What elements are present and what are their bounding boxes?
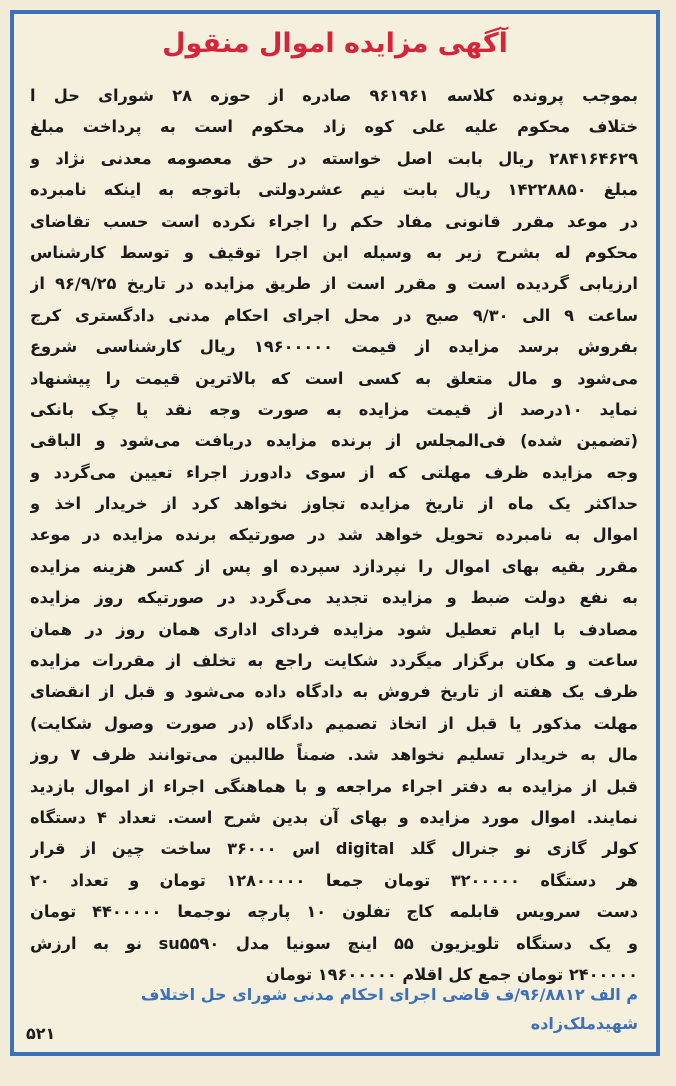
notice-line: مال به خریدار تسلیم نخواهد شد. ضمناً طالبین می‌توانند ظرف ۷ روز [30, 745, 638, 765]
notice-line: حداکثر یک ماه از تاریخ مزایده تجاوز نخواهد کرد از خریدار اخذ و [30, 494, 638, 514]
notice-title: آگهی مزایده اموال منقول [162, 28, 508, 59]
notice-line: در موعد مقرر قانونی مفاد حکم را اجراء نکرده است حسب تقاضای [30, 211, 638, 231]
notice-line: ظرف یک هفته از تاریخ فروش به دادگاه داده می‌شود و قبل از انقضای [30, 682, 638, 702]
notice-frame [10, 10, 660, 1056]
notice-line: قبل از مزایده به دفتر اجراء مراجعه و با هماهنگی اجراء از اموال بازدید [30, 776, 638, 796]
notice-line: بموجب پرونده کلاسه ۹۶۱۹۶۱ صادره از حوزه ۲۸ شورای حل ا [30, 86, 638, 105]
notice-line: مهلت مذکور یا قبل از اتخاذ تصمیم دادگاه (در صورت وصول شکایت) [30, 713, 638, 733]
notice-line: اموال به نامبرده تحویل خواهد شد در صورتیکه برنده مزایده در موعد [30, 525, 638, 545]
notice-line: محکوم له بشرح زیر به وسیله این اجرا توقیف و توسط کارشناس [30, 242, 638, 262]
notice-line: نمایند. اموال مورد مزایده و بهای آن بدین شرح است. تعداد ۴ دستگاه [30, 807, 638, 827]
notice-line: (تضمین شده) فی‌المجلس از برنده مزایده دریافت می‌شود و الباقی [30, 431, 638, 451]
notice-line: وجه مزایده ظرف مهلتی که از سوی دادورز اجراء تعیین می‌گردد و [30, 462, 638, 482]
notice-line: ختلاف محکوم علیه علی کوه زاد محکوم است به پرداخت مبلغ [30, 117, 638, 137]
notice-line: هر دستگاه ۳۲۰۰۰۰۰ تومان جمعا ۱۲۸۰۰۰۰۰ تومان و تعداد ۲۰ [30, 870, 638, 890]
page-number: ۵۲۱ [26, 1024, 56, 1043]
notice-line: مصادف با ایام تعطیل شود مزایده فردای اداری همان روز در همان [30, 619, 638, 639]
footer-reference: م الف ۹۶/۸۸۱۲/ف قاضی اجرای احکام مدنی شورای حل اختلاف [140, 985, 638, 1004]
notice-line: دست سرویس قابلمه کاج تفلون ۱۰ پارچه نوجمعا ۴۴۰۰۰۰۰ تومان [30, 902, 638, 922]
notice-body [30, 80, 638, 990]
notice-line: بفروش برسد مزایده از قیمت ۱۹۶۰۰۰۰۰ ریال کارشناسی شروع [30, 337, 638, 357]
notice-line: ۲۸۴۱۶۴۶۲۹ ریال بابت اصل خواسته در حق معصومه معدنی نژاد و [30, 148, 638, 168]
notice-line: و یک دستگاه تلویزیون ۵۵ اینچ سونیا مدل su۵۵۹۰ نو به ارزش [30, 933, 638, 953]
notice-line: مقرر بقیه بهای اموال را نپردازد سپرده او پس از کسر هزینه مزایده [30, 556, 638, 576]
notice-line: ساعت و مکان برگزار میگردد شکایت راجع به تخلف از مقررات مزایده [30, 651, 638, 671]
notice-footer [30, 980, 638, 1038]
notice-line: نماید ۱۰درصد از قیمت مزایده به صورت وجه نقد یا چک بانکی [30, 399, 638, 419]
notice-line: می‌شود و مال متعلق به کسی است که بالاترین قیمت را پیشنهاد [30, 368, 638, 388]
notice-line: مبلغ ۱۴۲۲۸۸۵۰ ریال بابت نیم عشردولتی باتوجه به اینکه نامبرده [30, 180, 638, 200]
notice-line: ۲۴۰۰۰۰۰ تومان جمع کل اقلام ۱۹۶۰۰۰۰۰ تومان [265, 964, 638, 984]
notice-line: کولر گازی نو جنرال گلد digital اس ۳۶۰۰۰ ساخت چین از قرار [30, 839, 638, 859]
notice-line: ساعت ۹ الی ۹/۳۰ صبح در محل اجرای احکام مدنی دادگستری کرج [30, 305, 638, 325]
footer-signature: شهیدملک‌زاده [530, 1014, 638, 1033]
notice-line: به نفع دولت ضبط و مزایده تجدید می‌گردد در صورتیکه روز مزایده [30, 588, 638, 608]
notice-line: ارزیابی گردیده است و مقرر است از طریق مزایده در تاریخ ۹۶/۹/۲۵ از [30, 274, 638, 294]
